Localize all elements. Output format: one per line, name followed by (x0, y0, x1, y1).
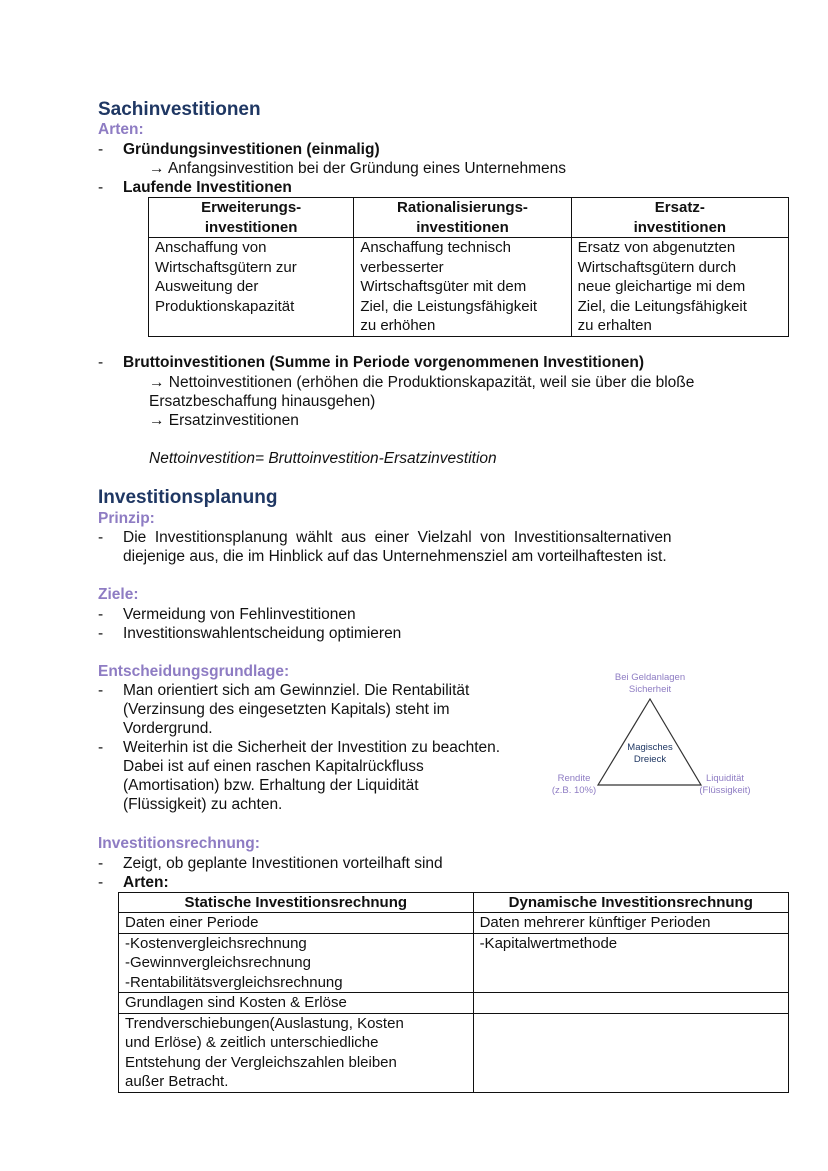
triangle-right-line1: Liquidität (705, 773, 745, 784)
bullet-dash: - (98, 739, 104, 756)
table-cell: -Kapitalwertmethode (473, 933, 788, 993)
prinzip-label: Prinzip: (98, 510, 155, 527)
triangle-left-line1: Rendite (557, 773, 591, 784)
rechnung-arten: Arten: (123, 874, 169, 891)
bullet-dash: - (98, 855, 104, 872)
ziele-item: Vermeidung von Fehlinvestitionen (123, 606, 356, 623)
bullet-dash: - (98, 529, 104, 546)
table-header: Dynamische Investitionsrechnung (473, 893, 788, 913)
bullet-dash: - (98, 874, 104, 891)
entscheidungsgrundlage-label: Entscheidungsgrundlage: (98, 663, 290, 680)
table-cell: Trendverschiebungen(Auslastung, Kosten und Erlöse) & zeitlich unterschiedliche Entstehung der Vergleichszahlen bleiben außer Betracht. (119, 1013, 474, 1092)
grund-text: Weiterhin ist die Sicherheit der Investition zu beachten. (123, 739, 501, 756)
table-cell (473, 1013, 788, 1092)
triangle-left-label (544, 773, 604, 797)
ziele-label: Ziele: (98, 586, 139, 603)
section-title-investitionsplanung: Investitionsplanung (98, 487, 278, 508)
magic-triangle-diagram (540, 668, 760, 803)
item-brutto-sub3: → Ersatzinvestitionen (149, 412, 299, 429)
triangle-top-line1: Bei Geldanlagen (614, 672, 686, 683)
bullet-dash: - (98, 179, 104, 196)
section-title-sachinvestitionen: Sachinvestitionen (98, 99, 261, 120)
item-bruttoinvestitionen: Bruttoinvestitionen (Summe in Periode vorgenommenen Investitionen) (123, 354, 645, 371)
table-cell: Daten mehrerer künftiger Perioden (473, 913, 788, 934)
triangle-right-label (692, 773, 758, 797)
table-cell: Ersatz von abgenutzten Wirtschaftsgütern durch neue gleichartige mi dem Ziel, die Leitungsfähigkeit zu erhalten (571, 238, 788, 337)
grund-text: Vordergrund. (123, 720, 213, 737)
item-gruendungsinvestitionen: Gründungsinvestitionen (einmalig) (123, 141, 380, 158)
triangle-center-line1: Magisches (627, 742, 673, 753)
item-gruendungsinvestitionen-sub: → Anfangsinvestition bei der Gründung eines Unternehmens (149, 160, 567, 177)
table-cell: -Kostenvergleichsrechnung -Gewinnvergleichsrechnung -Rentabilitätsvergleichsrechnung (119, 933, 474, 993)
arten-label: Arten: (98, 121, 144, 138)
triangle-top-line2: Sicherheit (628, 684, 672, 695)
item-brutto-sub1: → Nettoinvestitionen (erhöhen die Produktionskapazität, weil sie über die bloße (149, 374, 695, 391)
grund-text: (Flüssigkeit) zu achten. (123, 796, 283, 813)
triangle-center-line2: Dreieck (633, 754, 667, 765)
item-laufende-investitionen: Laufende Investitionen (123, 179, 292, 196)
investment-types-table (148, 197, 789, 337)
triangle-center-label (610, 742, 690, 766)
investitionsrechnung-label: Investitionsrechnung: (98, 835, 260, 852)
ziele-item: Investitionswahlentscheidung optimieren (123, 625, 402, 642)
triangle-top-label (600, 672, 700, 696)
grund-text: (Verzinsung des eingesetzten Kapitals) steht im (123, 701, 450, 718)
bullet-dash: - (98, 354, 104, 371)
table-cell: Daten einer Periode (119, 913, 474, 934)
formula-nettoinvestition: Nettoinvestition= Bruttoinvestition-Ersatzinvestition (149, 450, 497, 467)
table-header: Ersatz- investitionen (571, 198, 788, 238)
grund-text: (Amortisation) bzw. Erhaltung der Liquidität (123, 777, 419, 794)
rechnung-item: Zeigt, ob geplante Investitionen vorteilhaft sind (123, 855, 443, 872)
bullet-dash: - (98, 606, 104, 623)
prinzip-text-line2: diejenige aus, die im Hinblick auf das Unternehmensziel am vorteilhaftesten ist. (123, 548, 667, 565)
table-cell (473, 993, 788, 1014)
investitionsrechnung-table (118, 892, 789, 1093)
grund-text: Dabei ist auf einen raschen Kapitalrückfluss (123, 758, 424, 775)
triangle-right-line2: (Flüssigkeit) (699, 785, 751, 796)
grund-text: Man orientiert sich am Gewinnziel. Die Rentabilität (123, 682, 470, 699)
bullet-dash: - (98, 682, 104, 699)
table-cell: Grundlagen sind Kosten & Erlöse (119, 993, 474, 1014)
table-row (119, 913, 789, 934)
table-header: Statische Investitionsrechnung (119, 893, 474, 913)
item-brutto-sub2: Ersatzbeschaffung hinausgehen) (149, 393, 376, 410)
table-cell: Anschaffung von Wirtschaftsgütern zur Ausweitung der Produktionskapazität (149, 238, 354, 337)
table-row (119, 993, 789, 1014)
prinzip-text-line1: Die Investitionsplanung wählt aus einer Vielzahl von Investitionsalternativen (123, 529, 672, 546)
table-row (119, 1013, 789, 1092)
table-header: Erweiterungs- investitionen (149, 198, 354, 238)
triangle-left-line2: (z.B. 10%) (551, 785, 597, 796)
bullet-dash: - (98, 625, 104, 642)
table-row (119, 933, 789, 993)
table-header: Rationalisierungs- investitionen (354, 198, 571, 238)
table-cell: Anschaffung technisch verbesserter Wirtschaftsgüter mit dem Ziel, die Leistungsfähigkeit zu erhöhen (354, 238, 571, 337)
bullet-dash: - (98, 141, 104, 158)
